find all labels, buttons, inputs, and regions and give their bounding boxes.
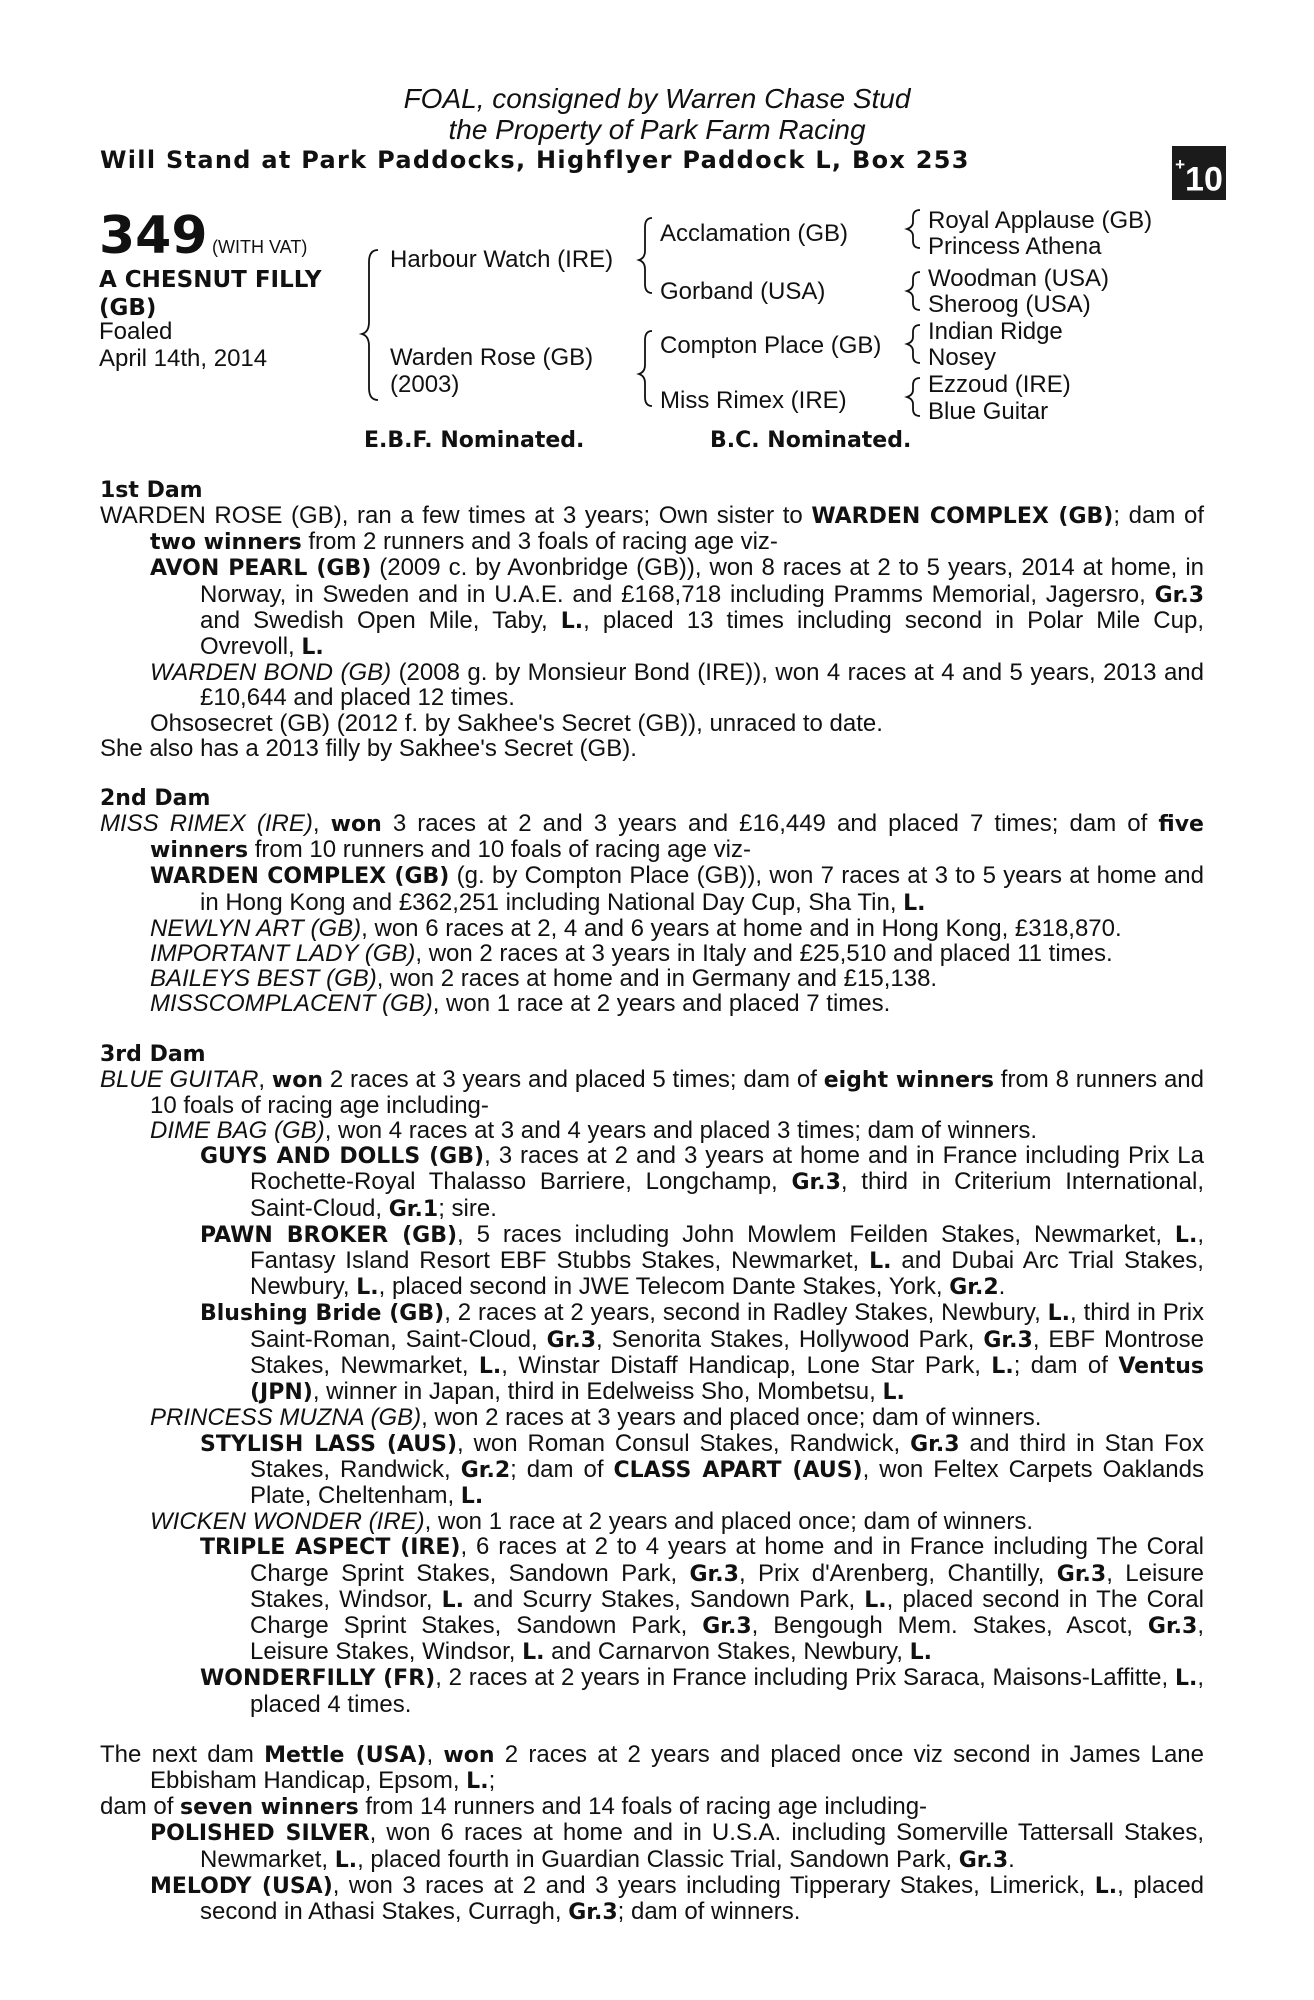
record-paragraph [100,1431,1204,1510]
text-run: , won 3 races at 2 and 3 years including Tipperary Stakes, Limerick, [332,1871,1095,1899]
text-run: won [330,812,382,838]
text-run: NEWLYN ART (GB) [150,914,362,942]
text-run: , [258,1065,272,1093]
brace-g2 [907,272,920,310]
text-run: L. [356,1275,379,1301]
text-run: L. [460,1483,484,1509]
text-run: , third in Criterium International, Saint-Cloud, [250,1168,1204,1222]
text-run: . [998,1273,1006,1301]
text-run: L. [882,1380,905,1406]
text-run: WARDEN BOND (GB) [150,659,392,687]
text-run: ; sire. [438,1194,497,1222]
text-run: Gr.3 [1056,1561,1107,1587]
badge-number: 10 [1185,160,1223,199]
gen3-royal-applause: Royal Applause (GB) [928,207,1153,234]
record-paragraph [100,991,1204,1016]
lot-number: 349 [99,206,208,266]
text-run: two winners [150,530,302,556]
record-paragraph [100,1742,1204,1794]
text-run: (2009 c. by Avonbridge (GB)), won 8 races at 2 to 5 years, 2014 at home, in Norway, in Sweden and in U.A.E. and £168,718 including Pramms Memorial, Jagersro, [200,554,1204,608]
text-run: from 8 runners and 10 foals of racing age including- [150,1065,1204,1119]
brace-g3 [907,325,920,363]
brace-dam [639,331,652,406]
text-run: 2 races at 2 years and placed once viz second in James Lane Ebbisham Handicap, Epsom, [150,1740,1204,1794]
text-run: , 6 races at 2 to 4 years at home and in France including The Coral Charge Sprint Stakes, Sandown Park, [250,1533,1204,1587]
text-run: ; dam of [1113,502,1204,529]
text-run: seven winners [180,1795,359,1821]
text-run: WARDEN ROSE (GB), ran a few times at 3 years; Own sister to [100,502,812,529]
dam-sire: Compton Place (GB) [660,332,882,359]
text-run: Gr.3 [791,1170,841,1196]
brace-sire [639,218,652,293]
text-run: WARDEN COMPLEX (GB) [811,504,1114,529]
text-run: AVON PEARL (GB) [150,556,372,582]
record-paragraph [100,711,1204,736]
text-run: (g. by Compton Place (GB)), won 7 races at 3 to 5 years at home and in Hong Kong and £362,251 including National Day Cup, Sha Tin, [200,862,1204,916]
gen3-ezzoud: Ezzoud (IRE) [928,371,1071,398]
text-run: , won 1 race at 2 years and placed 7 times. [432,990,891,1018]
text-run: L. [1174,1222,1198,1248]
text-run: L. [334,1847,358,1873]
paragraph-gap [100,761,1204,786]
record-paragraph [100,1534,1204,1665]
text-run: POLISHED SILVER [150,1821,370,1847]
text-run: , winner in Japan, third in Edelweiss Sho, Mombetsu, [312,1378,883,1406]
text-run: MISS RIMEX (IRE) [100,810,313,838]
text-run: L. [1174,1666,1198,1692]
record-paragraph [100,1820,1204,1872]
record-paragraph [100,1118,1204,1143]
dam-year: (2003) [390,371,460,398]
text-run: Ohsosecret (GB) (2012 f. by Sakhee's Secret (GB)), unraced to date. [150,709,883,737]
text-run: Blushing Bride (GB) [200,1301,445,1327]
record-paragraph [100,966,1204,991]
text-run: , won 6 races at home and in U.S.A. including Somerville Tattersall Stakes, Newmarket, [200,1819,1204,1873]
paragraph-gap [100,1717,1204,1742]
text-run: L. [869,1249,892,1275]
lot-description-line1: A CHESNUT FILLY [99,267,322,293]
text-run: and Swedish Open Mile, Taby, [200,606,561,634]
text-run: eight winners [823,1067,994,1093]
record-paragraph [100,1300,1204,1405]
record-paragraph [100,1509,1204,1534]
text-run: TRIPLE ASPECT (IRE) [200,1535,461,1561]
record-paragraph [100,503,1204,555]
text-run: 3rd Dam [100,1041,206,1067]
consignor-line: FOAL, consigned by Warren Chase Stud [403,83,911,114]
text-run: Gr.3 [1147,1613,1198,1639]
record-paragraph [100,941,1204,966]
text-run: Gr.3 [568,1899,618,1925]
text-run: , won Feltex Carpets Oaklands Plate, Cheltenham, [250,1455,1204,1509]
text-run: , third in Prix Saint-Roman, Saint-Cloud, [250,1299,1205,1353]
text-run: Gr.3 [910,1431,960,1457]
sire-sire: Acclamation (GB) [660,220,849,247]
text-run: 3 races at 2 and 3 years and £16,449 and placed 7 times; dam of [381,810,1159,838]
text-run: L. [1047,1301,1071,1327]
lot-description-line2: (GB) [99,295,157,321]
gen3-sheroog: Sheroog (USA) [928,291,1091,318]
text-run: , Winstar Distaff Handicap, Lone Star Park, [501,1351,992,1379]
text-run: (2008 g. by Monsieur Bond (IRE)), won 4 races at 4 and 5 years, 2013 and £10,644 and placed 12 times. [200,659,1204,712]
text-run: and third in Stan Fox Stakes, Randwick, [250,1429,1204,1483]
text-run: Gr.2 [460,1457,511,1483]
brace-g1 [907,210,920,248]
text-run: Gr.1 [388,1196,439,1222]
text-run: L. [903,890,926,916]
text-run: PRINCESS MUZNA (GB) [150,1404,422,1432]
record-paragraph [100,811,1204,863]
sire-dam: Gorband (USA) [660,278,826,305]
text-run: , 3 races at 2 and 3 years at home and in France including Prix La Rochette-Royal Thalasso Barriere, Longchamp, [250,1142,1204,1196]
text-run: L. [522,1640,545,1666]
text-run: , won 2 races at 3 years and placed once; dam of winners. [421,1404,1042,1432]
text-run: L. [466,1768,489,1794]
text-run: , EBF Montrose Stakes, Newmarket, [250,1325,1204,1379]
text-run: She also has a 2013 filly by Sakhee's Secret (GB). [100,734,637,762]
text-run: , placed second in JWE Telecom Dante Stakes, York, [378,1273,950,1301]
text-run: , won Roman Consul Stakes, Randwick, [457,1429,911,1457]
produce-record [100,478,1204,1925]
text-run: L. [478,1353,502,1379]
text-run: from 2 runners and 3 foals of racing age viz- [301,528,778,556]
vat-note: (WITH VAT) [212,237,308,257]
record-paragraph [100,1873,1204,1925]
text-run: , Fantasy Island Resort EBF Stubbs Stakes, Newmarket, [250,1220,1204,1275]
text-run: ; dam of winners. [617,1897,801,1925]
text-run: from 14 runners and 14 foals of racing age including- [358,1793,928,1821]
text-run: L. [991,1353,1014,1379]
text-run: , placed 4 times. [250,1664,1204,1718]
text-run: Gr.3 [958,1847,1009,1873]
paragraph-gap [100,1017,1204,1042]
text-run: BAILEYS BEST (GB) [150,965,377,993]
text-run: . [1008,1845,1015,1873]
record-paragraph [100,1222,1204,1301]
text-run: Gr.3 [546,1327,597,1353]
gen3-blue-guitar: Blue Guitar [928,398,1049,425]
text-run: WICKEN WONDER (IRE) [150,1508,425,1536]
text-run: , 2 races at 2 years, second in Radley Stakes, Newbury, [444,1299,1048,1327]
text-run: 2 races at 3 years and placed 5 times; dam of [323,1065,824,1093]
text-run: and Carnarvon Stakes, Newbury, [544,1638,910,1666]
text-run: , placed second in Athasi Stakes, Curragh, [200,1871,1205,1925]
text-run: WARDEN COMPLEX (GB) [150,864,450,890]
gen3-nosey: Nosey [928,344,997,371]
text-run: from 10 runners and 10 foals of racing age viz- [248,836,751,864]
text-run: and Scurry Stakes, Sandown Park, [464,1585,865,1613]
text-run: , placed fourth in Guardian Classic Trial, Sandown Park, [357,1845,959,1873]
text-run: CLASS APART (AUS) [613,1457,863,1483]
gen3-princess-athena: Princess Athena [928,233,1102,260]
record-paragraph [100,1794,1204,1820]
text-run: ; [488,1766,496,1794]
text-run: , won 6 races at 2, 4 and 6 years at home and in Hong Kong, £318,870. [361,914,1122,942]
text-run: dam of [100,1793,181,1821]
text-run: Gr.3 [1154,582,1204,608]
text-run: L. [864,1587,887,1613]
text-run: Gr.3 [689,1561,739,1587]
text-run: , Senorita Stakes, Hollywood Park, [596,1325,984,1353]
bc-nomination: B.C. Nominated. [710,428,912,453]
text-run: won [443,1742,495,1768]
text-run: MELODY (USA) [150,1873,333,1899]
text-run: Gr.3 [983,1327,1033,1353]
text-run: , Prix d'Arenberg, Chantilly, [738,1559,1057,1587]
brace-main [362,250,378,400]
text-run: , won 4 races at 3 and 4 years and placed 3 times; dam of winners. [324,1117,1038,1145]
foaled-date: April 14th, 2014 [99,345,268,372]
property-line: the Property of Park Farm Racing [448,114,866,145]
badge-mark: + [1175,155,1186,174]
stand-location: Will Stand at Park Paddocks, Highflyer Paddock L, Box 253 [100,146,970,174]
text-run: five winners [150,812,1204,864]
text-run: won [271,1067,323,1093]
ebf-nomination: E.B.F. Nominated. [364,428,585,453]
text-run: , 5 races including John Mowlem Feilden Stakes, Newmarket, [457,1220,1175,1248]
text-run: WONDERFILLY (FR) [200,1666,436,1692]
text-run: 1st Dam [100,478,203,503]
record-paragraph [100,1042,1204,1067]
record-paragraph [100,736,1204,761]
gen3-indian-ridge: Indian Ridge [928,318,1063,345]
text-run: ; dam of [510,1455,614,1483]
text-run: , Bengough Mem. Stakes, Ascot, [751,1611,1148,1639]
text-run: Mettle (USA) [264,1742,427,1768]
record-paragraph [100,786,1204,811]
record-paragraph [100,863,1204,915]
record-paragraph [100,1665,1204,1716]
text-run: L. [441,1587,465,1613]
text-run: L. [560,608,584,634]
text-run: , [426,1740,444,1768]
text-run: , won 2 races at 3 years in Italy and £25,510 and placed 11 times. [415,940,1113,968]
text-run: The next dam [100,1740,265,1768]
text-run: Gr.2 [949,1275,999,1301]
text-run: STYLISH LASS (AUS) [200,1431,457,1457]
text-run: ; dam of [1013,1351,1119,1379]
record-paragraph [100,1067,1204,1118]
text-run: DIME BAG (GB) [150,1117,325,1145]
dam-dam: Miss Rimex (IRE) [660,387,847,414]
record-paragraph [100,1143,1204,1222]
text-run: and Dubai Arc Trial Stakes, Newbury, [250,1247,1204,1301]
text-run: , won 2 races at home and in Germany and £15,138. [376,965,938,993]
gen3-woodman: Woodman (USA) [928,265,1109,292]
text-run: , Leisure Stakes, Windsor, [250,1559,1204,1613]
text-run: PAWN BROKER (GB) [200,1222,458,1248]
record-paragraph [100,1405,1204,1430]
text-run: L. [301,635,324,661]
text-run: 2nd Dam [100,786,211,812]
text-run: MISSCOMPLACENT (GB) [150,990,433,1018]
text-run: , placed 13 times including second in Polar Mile Cup, Ovrevoll, [200,606,1204,661]
text-run: L. [909,1640,932,1666]
text-run: , 2 races at 2 years in France including Prix Saraca, Maisons-Laffitte, [435,1664,1175,1692]
text-run: , Leisure Stakes, Windsor, [250,1611,1204,1666]
text-run: Ventus (JPN) [250,1353,1204,1406]
sire: Harbour Watch (IRE) [390,246,614,273]
text-run: , [312,810,331,838]
text-run: L. [1094,1873,1118,1899]
text-run: , placed second in The Coral Charge Sprint Stakes, Sandown Park, [250,1585,1204,1639]
text-run: IMPORTANT LADY (GB) [150,940,416,968]
record-paragraph [100,555,1204,660]
record-paragraph [100,478,1204,503]
text-run: , won 1 race at 2 years and placed once; dam of winners. [424,1508,1033,1536]
record-paragraph [100,916,1204,941]
record-paragraph [100,660,1204,710]
brace-g4 [907,378,920,416]
foaled-label: Foaled [99,318,173,345]
dam: Warden Rose (GB) [390,344,594,371]
text-run: GUYS AND DOLLS (GB) [200,1144,485,1170]
text-run: Gr.3 [702,1613,752,1639]
text-run: BLUE GUITAR [100,1065,259,1093]
